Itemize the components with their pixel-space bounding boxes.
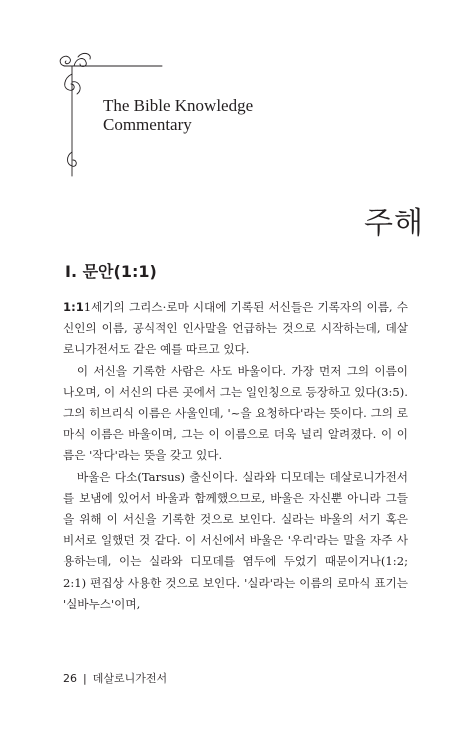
body-text	[63, 297, 408, 615]
page-number: 26	[63, 672, 77, 685]
page-footer	[63, 670, 167, 686]
series-title	[103, 96, 253, 134]
book-title: 데살로니가전서	[92, 672, 168, 685]
verse-reference: 1:1	[63, 300, 84, 314]
footer-separator: |	[83, 672, 87, 685]
paragraph-2: 이 서신을 기록한 사람은 사도 바울이다. 가장 먼저 그의 이름이 나오며, 이 서신의 다른 곳에서 그는 일인칭으로 등장하고 있다(3:5). 그의 히브리식 이름은 사울인데, '~을 요청하다'라는 뜻이다. 그의 로마식 이름은 바울이며, 그는 이 이름으로 더욱 널리 알려졌다. 이 이름은 '작다'라는 뜻을 갖고 있다.	[63, 363, 408, 463]
paragraph-1	[63, 297, 408, 361]
paragraph-1-text: 1세기의 그리스·로마 시대에 기록된 서신들은 기록자의 이름, 수신인의 이름, 공식적인 인사말을 언급하는 것으로 시작하는데, 데살로니가전서도 같은 예를 따르고 있다.	[63, 300, 408, 357]
section-heading: Ⅰ. 문안(1:1)	[65, 262, 157, 281]
series-title-line-2: Commentary	[103, 115, 192, 134]
chapter-title: 주해	[364, 206, 424, 241]
series-title-line-1: The Bible Knowledge	[103, 96, 254, 115]
paragraph-3: 바울은 다소(Tarsus) 출신이다. 실라와 디모데는 데살로니가전서를 보냄에 있어서 바울과 함께했으므로, 바울은 자신뿐 아니라 그들을 위해 이 서신을 기록한 것으로 보인다. 실라는 바울의 서기 혹은 비서로 일했던 것 같다. 이 서신에서 바울은 '우리'라는 말을 자주 사용하는데, 이는 실라와 디모데를 염두에 두었기 때문이거나(1:2; 2:1) 편집상 사용한 것으로 보인다. '실라'라는 이름의 로마식 표기는 '실바누스'이며,	[63, 469, 408, 611]
